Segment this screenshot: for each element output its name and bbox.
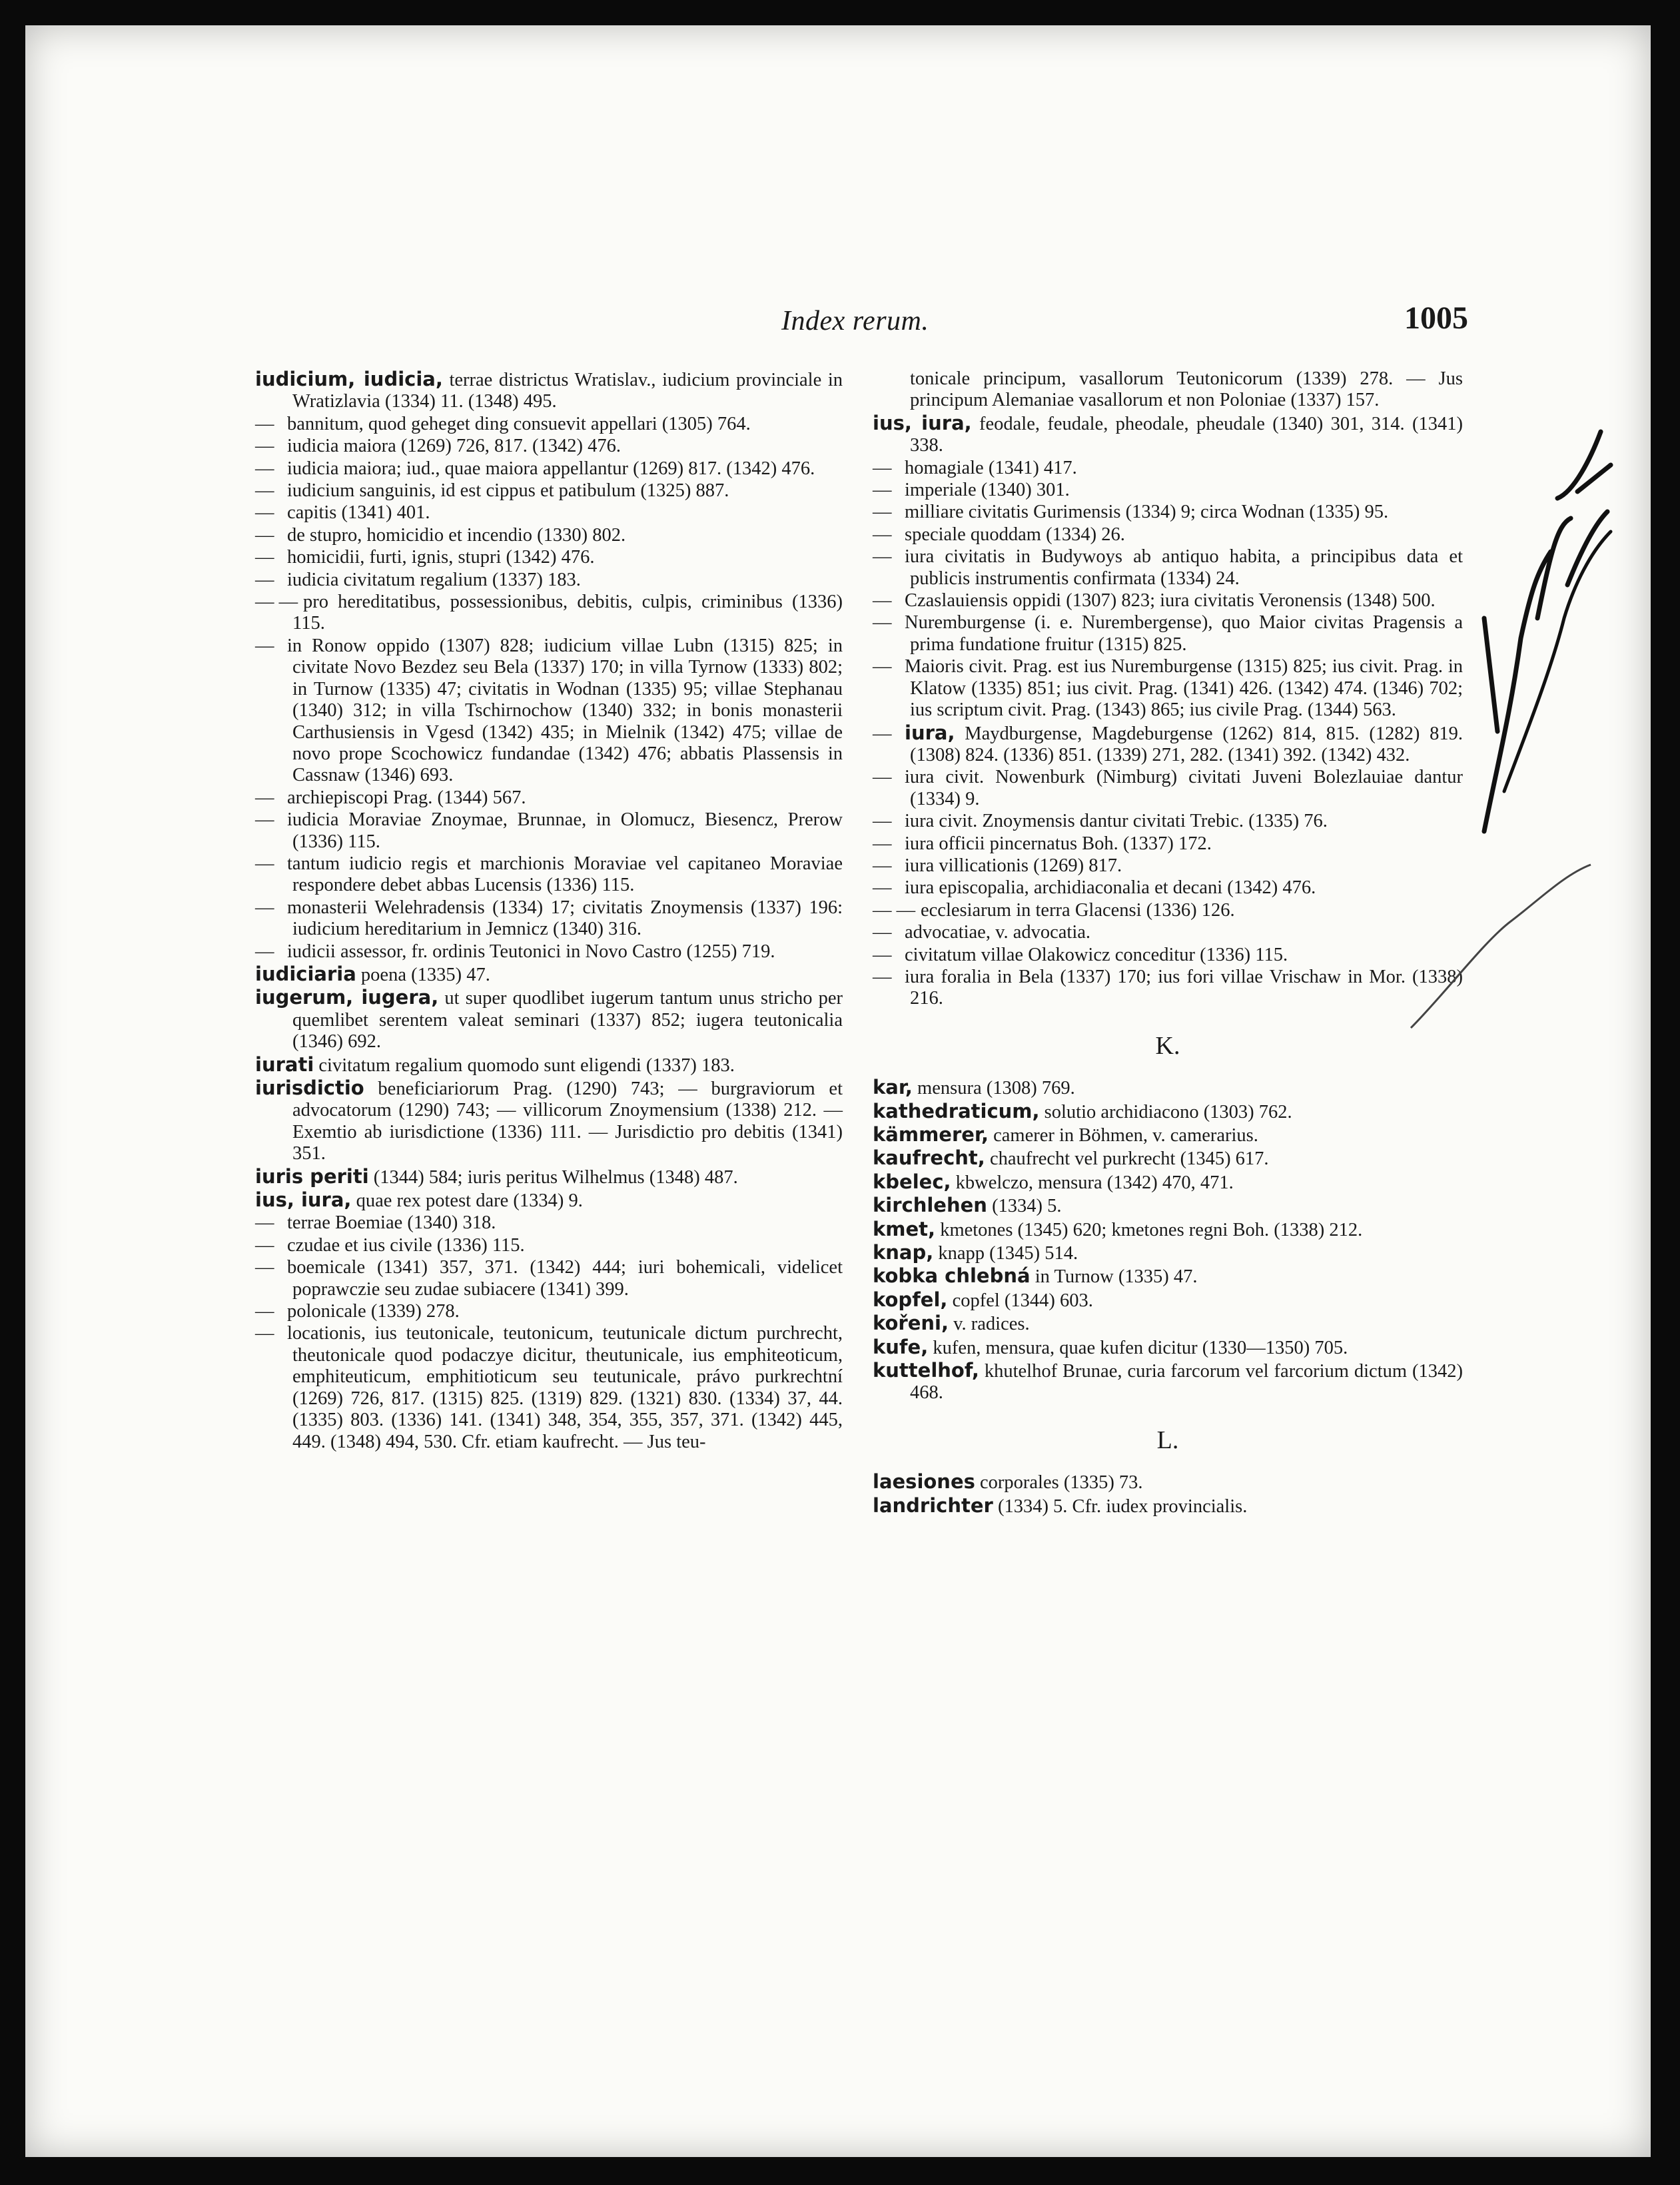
index-subentry xyxy=(255,570,843,591)
headword: iurati xyxy=(255,1053,314,1076)
index-subentry xyxy=(255,1212,843,1234)
headword: kbelec, xyxy=(873,1170,951,1193)
index-subentry xyxy=(255,1257,843,1300)
index-subentry xyxy=(255,1301,843,1322)
headword: kuttelhof, xyxy=(873,1359,979,1382)
entry-text: civitatum regalium quomodo sunt eligendi (1337) 183. xyxy=(314,1055,735,1076)
entry-dash: — xyxy=(873,546,892,568)
headword: kobka chlebná xyxy=(873,1264,1031,1288)
page-number: 1005 xyxy=(1404,300,1468,336)
entry-dash: — xyxy=(255,787,274,808)
entry-text: iura foralia in Bela (1337) 170; ius fori villae Vrischaw in Mor. (1338) 216. xyxy=(905,966,1463,1009)
entry-text: knapp (1345) 514. xyxy=(933,1243,1078,1264)
entry-text: iudicia civitatum regalium (1337) 183. xyxy=(287,569,581,590)
index-entry xyxy=(873,1194,1463,1217)
headword: ius, iura, xyxy=(873,411,972,434)
entry-dash: — xyxy=(873,524,892,545)
entry-text: imperiale (1340) 301. xyxy=(905,480,1070,501)
index-entry xyxy=(873,412,1463,457)
index-subentry xyxy=(873,458,1463,479)
entry-text: homicidii, furti, ignis, stupri (1342) 476. xyxy=(287,547,595,568)
section-letter: K. xyxy=(1155,1031,1180,1060)
index-entry xyxy=(873,1218,1463,1241)
entry-dash: — xyxy=(873,966,892,987)
entry-dash: — — xyxy=(255,592,298,613)
entry-dash: — xyxy=(255,547,274,568)
handwritten-margin-signature xyxy=(1458,418,1631,845)
entry-text: terrae Boemiae (1340) 318. xyxy=(287,1212,496,1234)
entry-text: iura officii pincernatus Boh. (1337) 172. xyxy=(905,833,1212,854)
entry-dash: — xyxy=(873,480,892,501)
index-subentry xyxy=(873,612,1463,656)
entry-text: (1334) 5. Cfr. iudex provincialis. xyxy=(993,1496,1248,1517)
entry-text: ut super quodlibet iugerum tantum unus stricho per quemlibet serentem valeat seminari (1337) 852; iugera teutonicalia (1346) 692. xyxy=(292,988,843,1053)
index-entry xyxy=(255,1189,843,1212)
index-subentry xyxy=(873,945,1463,966)
entry-text: Maioris civit. Prag. est ius Nuremburgense (1315) 825; ius civit. Prag. in Klatow (1335) 851; ius civit. Prag. (1341) 426. (1342) 474. (1346) 702; ius scriptum civit. Prag. (1343) 865; ius civile Prag. (1344) 563. xyxy=(905,656,1463,721)
entry-dash: — xyxy=(255,569,274,590)
entry-text: pro hereditatibus, possessionibus, debitis, culpis, criminibus (1336) 115. xyxy=(292,592,843,634)
entry-dash: — xyxy=(873,656,892,677)
index-subentry xyxy=(873,502,1463,523)
entry-text: terrae districtus Wratislav., iudicium provinciale in Wratizlavia (1334) 11. (1348) 495. xyxy=(292,370,843,412)
entry-dash: — xyxy=(255,1301,274,1322)
index-entry xyxy=(255,368,843,413)
entry-dash: — xyxy=(873,457,892,478)
headword: landrichter xyxy=(873,1494,993,1517)
index-entry xyxy=(873,1124,1463,1146)
entry-text: solutio archidiacono (1303) 762. xyxy=(1039,1101,1292,1122)
headword: kathedraticum, xyxy=(873,1099,1040,1122)
index-subentry xyxy=(873,767,1463,810)
index-subentry xyxy=(873,590,1463,612)
index-subentry xyxy=(255,502,843,524)
entry-dash: — xyxy=(873,855,892,876)
entry-text: iura civit. Znoymensis dantur civitati Trebic. (1335) 76. xyxy=(905,811,1328,832)
index-entry xyxy=(873,1336,1463,1359)
index-subentry xyxy=(255,853,843,897)
entry-dash: — xyxy=(873,767,892,788)
headword: iudicium, iudicia, xyxy=(255,368,443,390)
entry-text: advocatiae, v. advocatia. xyxy=(905,922,1091,943)
index-subentry xyxy=(873,811,1463,832)
index-entry xyxy=(873,1171,1463,1194)
entry-text: ecclesiarum in terra Glacensi (1336) 126. xyxy=(921,899,1235,921)
index-subentry xyxy=(873,546,1463,590)
entry-text: chaufrecht vel purkrecht (1345) 617. xyxy=(985,1148,1269,1170)
index-column-right xyxy=(873,368,1463,1518)
entry-dash: — xyxy=(873,944,892,965)
entry-dash: — xyxy=(255,809,274,831)
entry-text: beneficiariorum Prag. (1290) 743; — burgraviorum et advocatorum (1290) 743; — villicorum Znoymensium (1338) 212. — Exemtio ab iurisdictione (1336) 111. — Jurisdictio pro debitis (1341) 351. xyxy=(292,1079,843,1164)
index-subentry xyxy=(873,967,1463,1010)
entry-dash: — xyxy=(873,811,892,832)
entry-text: Nuremburgense (i. e. Nurembergense), quo Maior civitas Pragensis a prima fundatione fruitur (1315) 825. xyxy=(905,612,1463,655)
headword: kmet, xyxy=(873,1217,936,1240)
entry-dash: — xyxy=(255,1234,274,1256)
entry-dash: — xyxy=(255,524,274,546)
index-entry xyxy=(873,1242,1463,1264)
entry-text: locationis, ius teutonicale, teutonicum, teutunicale dictum purchrecht, theutonicale quod podaczye dicitur, theutunicale, ius emphiteoticum, emphiteuticum, emphitioticum seu teutunicale, právo purkrechtní (1269) 726, 817. (1315) 825. (1319) 829. (1321) 830. (1334) 37, 44. (1335) 803. (1336) 141. (1341) 348, 354, 355, 357, 371. (1342) 445, 449. (1348) 494, 530. Cfr. etiam kaufrecht. — Jus teu- xyxy=(287,1323,843,1452)
headword: ius, iura, xyxy=(255,1188,352,1212)
index-entry xyxy=(255,1054,843,1077)
index-entry xyxy=(255,987,843,1053)
index-entry xyxy=(873,1100,1463,1123)
entry-text: iudicia Moraviae Znoymae, Brunnae, in Olomucz, Biesencz, Prerow (1336) 115. xyxy=(287,809,843,852)
entry-dash: — xyxy=(255,853,274,874)
index-entry xyxy=(873,1471,1463,1494)
index-subentry xyxy=(255,787,843,809)
entry-text: Czaslauiensis oppidi (1307) 823; iura civitatis Veronensis (1348) 500. xyxy=(905,590,1436,612)
entry-text: iudicia maiora (1269) 726, 817. (1342) 476. xyxy=(287,436,622,457)
entry-text: homagiale (1341) 417. xyxy=(905,457,1077,478)
entry-text: poena (1335) 47. xyxy=(356,964,490,985)
index-entry xyxy=(873,1495,1463,1518)
index-subentry xyxy=(255,458,843,480)
index-subentry xyxy=(255,1323,843,1452)
entry-dash: — xyxy=(255,458,274,479)
entry-text: bannitum, quod geheget ding consuevit appellari (1305) 764. xyxy=(287,413,751,434)
entry-text: speciale quoddam (1334) 26. xyxy=(905,524,1125,545)
index-subentry xyxy=(255,636,843,787)
index-subentry xyxy=(255,897,843,941)
entry-text: Maydburgense, Magdeburgense (1262) 814, 815. (1282) 819. (1308) 824. (1336) 851. (1339) 271, 282. (1341) 392. (1342) 432. xyxy=(910,723,1463,765)
headword: kufe, xyxy=(873,1335,929,1358)
entry-dash: — xyxy=(255,480,274,502)
index-entry xyxy=(255,963,843,986)
entry-dash: — xyxy=(255,413,274,434)
index-subentry xyxy=(873,922,1463,943)
entry-text: in Ronow oppido (1307) 828; iudicium villae Lubn (1315) 825; in civitate Novo Bezdez seu Bela (1337) 170; in villa Tyrnow (1333) 802; in Turnow (1335) 47; civitatis in Wodnan (1335) 95; villae Stephanau (1340) 312; in villa Tschirnochow (1340) 332; in bonis monasterii Carthusiensis in Vgesd (1342) 435; in Mielnik (1342) 475; villae de novo prope Scochowicz fundandae (1342) 476; abbatis Plassensis in Cassnaw (1346) 693. xyxy=(287,635,843,786)
headword: knap, xyxy=(873,1241,934,1264)
index-subentry xyxy=(255,414,843,435)
entry-text: iura civit. Nowenburk (Nimburg) civitati Juveni Bolezlauiae dantur (1334) 9. xyxy=(905,767,1463,809)
headword: kaufrecht, xyxy=(873,1146,985,1170)
index-subentry xyxy=(873,722,1463,767)
entry-dash: — xyxy=(873,723,892,744)
entry-text: (1344) 584; iuris peritus Wilhelmus (1348) 487. xyxy=(368,1166,738,1188)
entry-dash: — xyxy=(873,502,892,523)
entry-dash: — xyxy=(255,502,274,524)
entry-text: kbwelczo, mensura (1342) 470, 471. xyxy=(951,1172,1234,1193)
index-subentry xyxy=(255,525,843,546)
index-subentry xyxy=(873,833,1463,855)
entry-dash: — xyxy=(255,436,274,457)
entry-text: copfel (1344) 603. xyxy=(947,1290,1093,1311)
index-entry xyxy=(255,1077,843,1165)
index-subentry xyxy=(873,368,1463,412)
entry-text: iudicii assessor, fr. ordinis Teutonici in Novo Castro (1255) 719. xyxy=(287,941,775,962)
entry-text: archiepiscopi Prag. (1344) 567. xyxy=(287,787,526,808)
index-subentry xyxy=(255,809,843,853)
entry-dash: — xyxy=(873,590,892,612)
index-entry xyxy=(873,1077,1463,1099)
entry-dash: — xyxy=(255,941,274,962)
index-entry xyxy=(873,1360,1463,1404)
entry-text: capitis (1341) 401. xyxy=(287,502,430,524)
index-subentry xyxy=(255,1235,843,1256)
entry-dash: — — xyxy=(873,899,916,921)
entry-dash: — xyxy=(255,635,274,656)
headword: iudiciaria xyxy=(255,962,356,985)
entry-text: iura episcopalia, archidiaconalia et decani (1342) 476. xyxy=(905,877,1316,899)
index-subentry xyxy=(873,656,1463,721)
headword: iugerum, iugera, xyxy=(255,986,439,1009)
index-entry xyxy=(255,1166,843,1188)
entry-dash: — xyxy=(255,1257,274,1278)
headword: kämmerer, xyxy=(873,1123,989,1146)
entry-dash: — xyxy=(255,1323,274,1344)
index-subentry xyxy=(255,436,843,457)
entry-dash: — xyxy=(873,877,892,899)
index-entry xyxy=(873,1289,1463,1312)
entry-text: tonicale principum, vasallorum Teutonicorum (1339) 278. — Jus principum Alemaniae vasallorum et non Poloniae (1337) 157. xyxy=(910,368,1463,411)
entry-dash: — xyxy=(873,922,892,943)
headword: kirchlehen xyxy=(873,1194,987,1217)
headword: kořeni, xyxy=(873,1312,949,1335)
entry-text: monasterii Welehradensis (1334) 17; civitatis Znoymensis (1337) 196: iudicium hereditarium in Jemnicz (1340) 316. xyxy=(287,897,843,940)
headword: iuris periti xyxy=(255,1164,369,1188)
entry-text: milliare civitatis Gurimensis (1334) 9; circa Wodnan (1335) 95. xyxy=(905,502,1389,523)
entry-text: khutelhof Brunae, curia farcorum vel farcorium dictum (1342) 468. xyxy=(910,1361,1463,1404)
entry-text: mensura (1308) 769. xyxy=(912,1078,1075,1099)
index-entry xyxy=(873,1265,1463,1288)
entry-dash: — xyxy=(255,897,274,918)
index-subentry xyxy=(873,900,1463,921)
index-subentry xyxy=(255,592,843,635)
headword: iura, xyxy=(905,721,955,744)
entry-text: civitatum villae Olakowicz conceditur (1336) 115. xyxy=(905,944,1288,965)
entry-text: feodale, feudale, pheodale, pheudale (1340) 301, 314. (1341) 338. xyxy=(910,413,1464,456)
entry-text: iudicium sanguinis, id est cippus et patibulum (1325) 887. xyxy=(287,480,729,502)
index-subentry xyxy=(873,855,1463,877)
entry-dash: — xyxy=(873,833,892,854)
index-subentry xyxy=(873,480,1463,501)
section-letter: L. xyxy=(1156,1426,1179,1454)
entry-text: corporales (1335) 73. xyxy=(975,1472,1143,1494)
entry-text: boemicale (1341) 357, 371. (1342) 444; iuri bohemicali, videlicet poprawczie seu zudae subiacere (1341) 399. xyxy=(287,1257,843,1300)
entry-text: kmetones (1345) 620; kmetones regni Boh. (1338) 212. xyxy=(935,1219,1363,1240)
scanned-page xyxy=(25,25,1651,2157)
entry-text: quae rex potest dare (1334) 9. xyxy=(351,1190,583,1212)
headword: laesiones xyxy=(873,1470,975,1494)
entry-text: iura civitatis in Budywoys ab antiquo habita, a principibus data et publicis instrumentis confirmata (1334) 24. xyxy=(905,546,1463,589)
index-subentry xyxy=(873,524,1463,546)
entry-text: iura villicationis (1269) 817. xyxy=(905,855,1122,876)
entry-text: czudae et ius civile (1336) 115. xyxy=(287,1234,525,1256)
index-subentry xyxy=(255,547,843,568)
entry-text: camerer in Böhmen, v. camerarius. xyxy=(989,1125,1258,1146)
pencil-stroke-mark xyxy=(1404,861,1604,1035)
entry-text: kufen, mensura, quae kufen dicitur (1330—1350) 705. xyxy=(928,1337,1348,1358)
entry-text: polonicale (1339) 278. xyxy=(287,1301,460,1322)
entry-dash: — xyxy=(255,1212,274,1234)
entry-text: v. radices. xyxy=(949,1314,1030,1335)
headword: kopfel, xyxy=(873,1288,948,1311)
entry-dash: — xyxy=(873,612,892,634)
entry-text: (1334) 5. xyxy=(987,1196,1062,1217)
entry-text: de stupro, homicidio et incendio (1330) 802. xyxy=(287,524,626,546)
index-subentry xyxy=(255,480,843,502)
index-entry xyxy=(873,1312,1463,1335)
headword: kar, xyxy=(873,1076,913,1099)
index-column-left xyxy=(255,368,843,1454)
running-head-title: Index rerum. xyxy=(781,306,929,336)
index-entry xyxy=(873,1147,1463,1170)
entry-text: in Turnow (1335) 47. xyxy=(1030,1266,1198,1288)
index-subentry xyxy=(873,877,1463,899)
entry-text: iudicia maiora; iud., quae maiora appellantur (1269) 817. (1342) 476. xyxy=(287,458,815,479)
headword: iurisdictio xyxy=(255,1077,364,1099)
entry-text: tantum iudicio regis et marchionis Moraviae vel capitaneo Moraviae respondere debet abbas Lucensis (1336) 115. xyxy=(287,853,843,896)
index-subentry xyxy=(255,941,843,963)
